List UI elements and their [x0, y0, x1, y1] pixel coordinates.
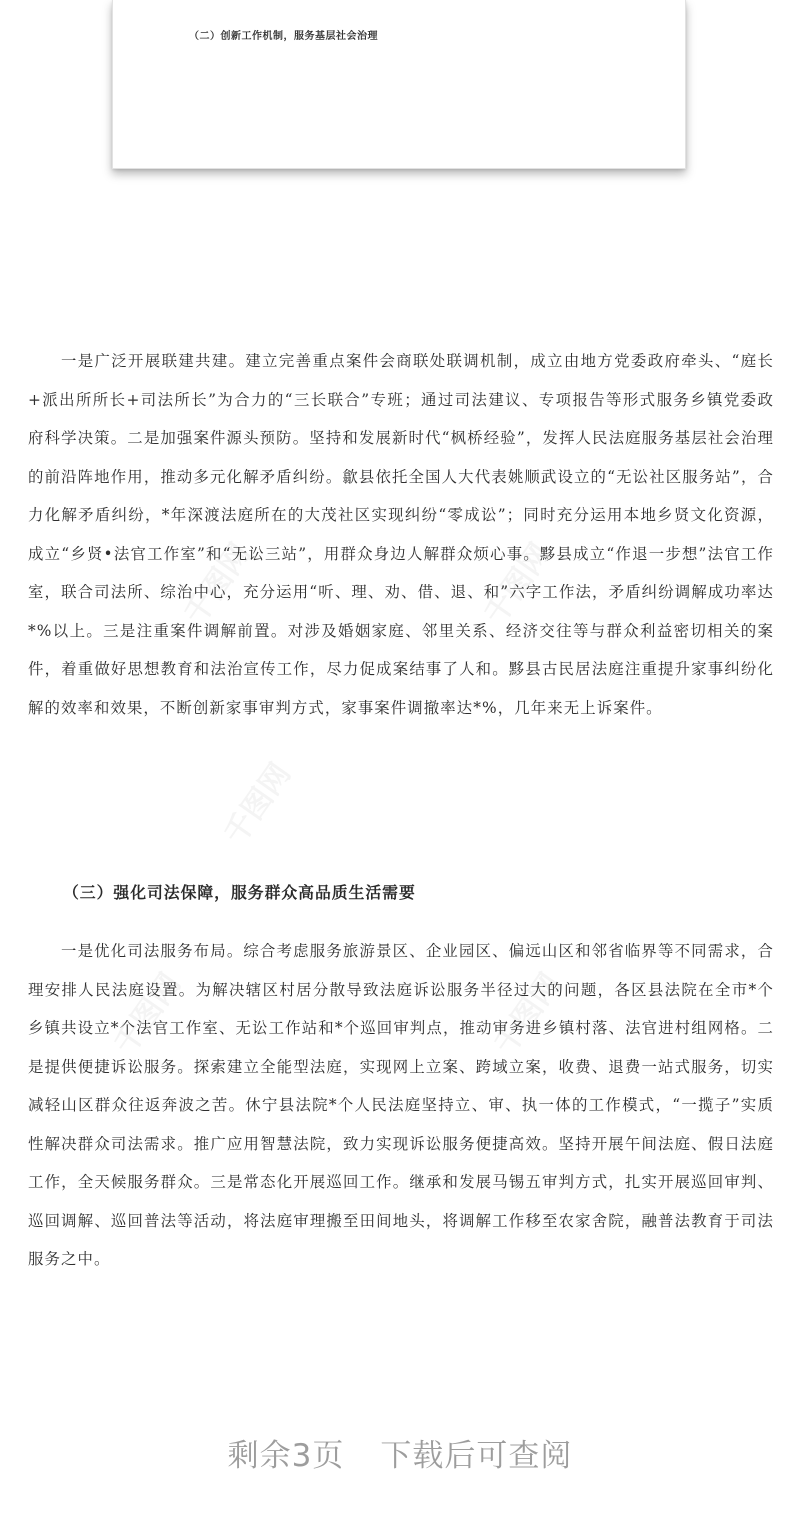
preview-cut-off-line [153, 0, 593, 2]
body-paragraph-1 [28, 342, 774, 727]
watermark: 千图网 [177, 537, 259, 631]
paragraph-text: 一是优化司法服务布局。综合考虑服务旅游景区、企业园区、偏远山区和邻省临界等不同需求，合理安排人民法庭设置。为解决辖区村居分散导致法庭诉讼服务半径过大的问题，各区县法院在全市*个乡镇共设立*个法官工作室、无讼工作站和*个巡回审判点，推动审务进乡镇村落、法官进村组网格。二是提供便捷诉讼服务。探索建立全能型法庭，实现网上立案、跨域立案，收费、退费一站式服务，切实减轻山区群众往返奔波之苦。休宁县法院*个人民法庭坚持立、审、执一体的工作模式，“一揽子”实质性解决群众司法需求。推广应用智慧法院，致力实现诉讼服务便捷高效。坚持开展午间法庭、假日法庭工作，全天候服务群众。三是常态化开展巡回工作。继承和发展马锡五审判方式，扎实开展巡回审判、巡回调解、巡回普法等活动，将法庭审理搬至田间地头，将调解工作移至农家舍院，融普法教育于司法服务之中。 [28, 942, 774, 1268]
remaining-pages-notice[interactable] [0, 1430, 800, 1475]
paragraph-text: 一是广泛开展联建共建。建立完善重点案件会商联处联调机制，成立由地方党委政府牵头、“庭长+派出所所长+司法所长”为合力的“三长联合”专班；通过司法建议、专项报告等形式服务乡镇党委政府科学决策。二是加强案件源头预防。坚持和发展新时代“枫桥经验”，发挥人民法庭服务基层社会治理的前沿阵地作用，推动多元化解矛盾纠纷。歙县依托全国人大代表姚顺武设立的“无讼社区服务站”，合力化解矛盾纠纷，*年深渡法庭所在的大茂社区实现纠纷“零成讼”；同时充分运用本地乡贤文化资源，成立“乡贤•法官工作室”和“无讼三站”，用群众身边人解群众烦心事。黟县成立“作退一步想”法官工作室，联合司法所、综治中心，充分运用“听、理、劝、借、退、和”六字工作法，矛盾纠纷调解成功率达*%以上。三是注重案件调解前置。对涉及婚姻家庭、邻里关系、经济交往等与群众利益密切相关的案件，着重做好思想教育和法治宣传工作，尽力促成案结事了人和。黟县古民居法庭注重提升家事纠纷化解的效率和效果，不断创新家事审判方式，家事案件调撤率达*%，几年来无上诉案件。 [28, 352, 774, 717]
watermark: 千图网 [217, 757, 299, 851]
watermark: 千图网 [477, 537, 559, 631]
watermark: 千图网 [107, 967, 189, 1061]
pages-left-label: 剩余3页 [227, 1438, 345, 1474]
download-hint-label: 下载后可查阅 [380, 1438, 573, 1474]
section-heading: （三）强化司法保障，服务群众高品质生活需要 [63, 883, 416, 902]
watermark: 千图网 [487, 967, 569, 1061]
body-paragraph-2 [28, 932, 774, 1279]
preview-section-heading: （二）创新工作机制，服务基层社会治理 [189, 31, 378, 42]
document-preview-page [112, 0, 686, 169]
